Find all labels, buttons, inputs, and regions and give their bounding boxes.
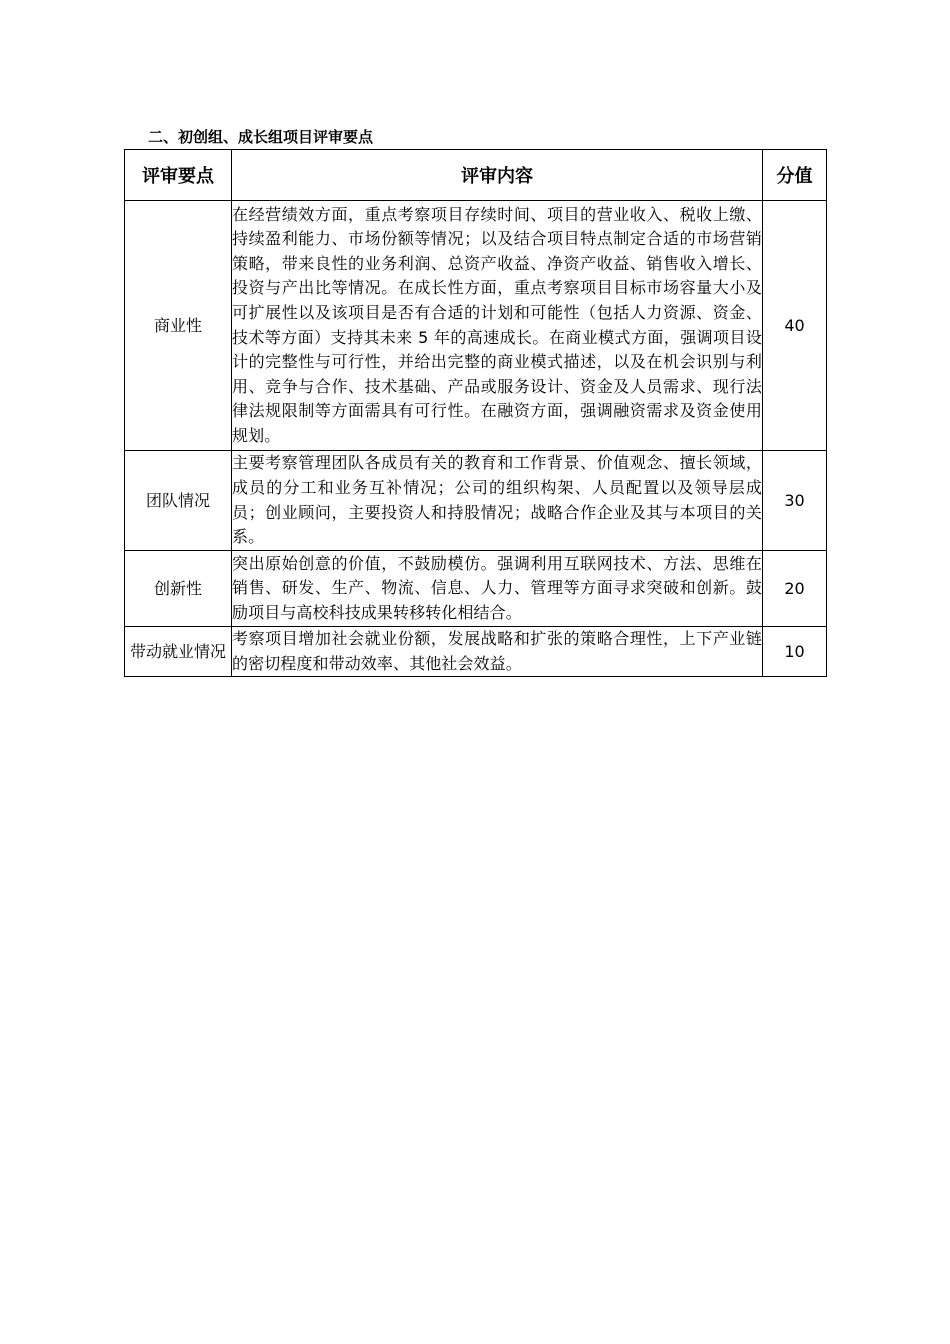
table-row <box>125 627 827 677</box>
table-row <box>125 201 827 451</box>
row-content: 突出原始创意的价值，不鼓励模仿。强调利用互联网技术、方法、思维在销售、研发、生产、物流、信息、人力、管理等方面寻求突破和创新。鼓励项目与高校科技成果转移转化相结合。 <box>232 551 763 627</box>
row-score: 20 <box>763 551 827 627</box>
row-score: 30 <box>763 451 827 551</box>
table-header-row <box>125 150 827 201</box>
row-content: 主要考察管理团队各成员有关的教育和工作背景、价值观念、擅长领域，成员的分工和业务互补情况；公司的组织构架、人员配置以及领导层成员；创业顾问，主要投资人和持股情况；战略合作企业及其与本项目的关系。 <box>232 451 763 551</box>
table-row <box>125 451 827 551</box>
header-content: 评审内容 <box>232 150 763 201</box>
row-point: 创新性 <box>125 551 232 627</box>
row-content: 考察项目增加社会就业份额，发展战略和扩张的策略合理性，上下产业链的密切程度和带动效率、其他社会效益。 <box>232 627 763 677</box>
evaluation-criteria-table <box>124 149 827 677</box>
row-score: 10 <box>763 627 827 677</box>
row-content: 在经营绩效方面，重点考察项目存续时间、项目的营业收入、税收上缴、持续盈利能力、市场份额等情况；以及结合项目特点制定合适的市场营销策略，带来良性的业务利润、总资产收益、净资产收益、销售收入增长、投资与产出比等情况。在成长性方面，重点考察项目目标市场容量大小及可扩展性以及该项目是否有合适的计划和可能性（包括人力资源、资金、技术等方面）支持其未来 5 年的高速成长。在商业模式方面，强调项目设计的完整性与可行性，并给出完整的商业模式描述，以及在机会识别与利用、竞争与合作、技术基础、产品或服务设计、资金及人员需求、现行法律法规限制等方面需具有可行性。在融资方面，强调融资需求及资金使用规划。 <box>232 201 763 451</box>
row-point: 带动就业情况 <box>125 627 232 677</box>
header-score: 分值 <box>763 150 827 201</box>
row-score: 40 <box>763 201 827 451</box>
table-row <box>125 551 827 627</box>
header-point: 评审要点 <box>125 150 232 201</box>
row-point: 团队情况 <box>125 451 232 551</box>
section-title: 二、初创组、成长组项目评审要点 <box>148 128 374 146</box>
row-point: 商业性 <box>125 201 232 451</box>
